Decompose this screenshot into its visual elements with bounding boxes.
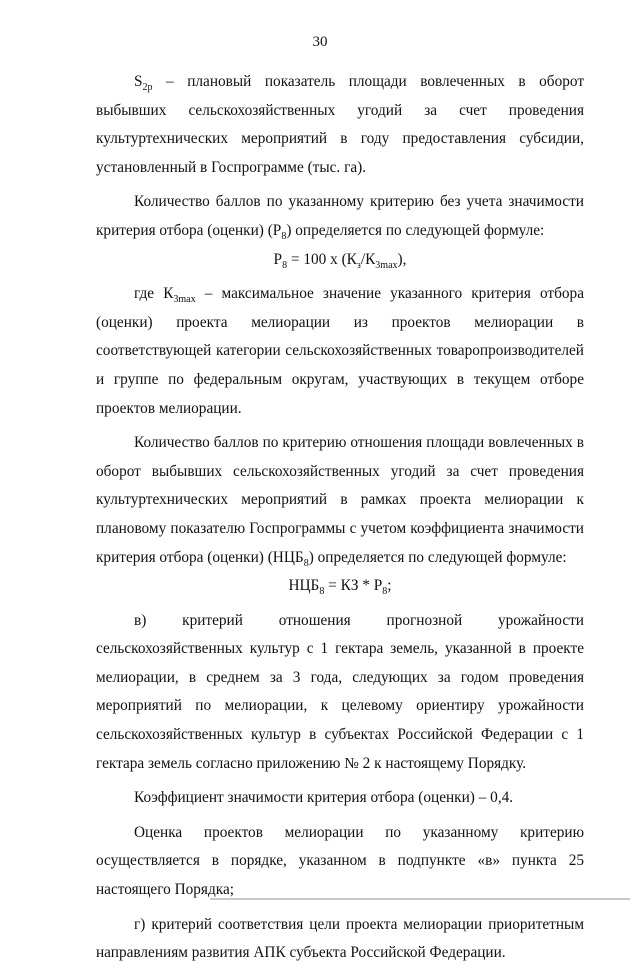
s-subscript: 2p: [142, 82, 153, 94]
formula-part: ;: [387, 577, 392, 595]
paragraph-s2p-definition: [96, 68, 584, 182]
formula-part: НЦБ: [288, 577, 320, 595]
formula-part: Р: [273, 250, 283, 268]
formula-p8: [96, 246, 584, 275]
paragraph-weight-coefficient: Коэффициент значимости критерия отбора (оценки) – 0,4.: [134, 789, 514, 807]
text-segment: ) определяется по следующей формуле:: [286, 221, 545, 239]
text-segment: – максимальное значение указанного критерия отбора (оценки) проекта мелиорации из проектов мелиорации в соответствующей категории сельскохозяйственных товаропроизводителей и группе по федеральным округам, участвующих в текущем отборе проектов мелиорации.: [96, 285, 584, 417]
formula-part: = 100 х (К: [287, 250, 357, 268]
paragraph-k3max-definition: [96, 280, 584, 423]
subscript: 8: [281, 231, 287, 243]
text-segment: Количество баллов по критерию отношения площади вовлеченных в оборот выбывших сельскохозяйственных угодий за счет проведения культуртехнических мероприятий в рамках проекта мелиорации к плановому показателю Госпрограммы с учетом коэффициента значимости критерия отбора (оценки) (НЦБ: [96, 434, 584, 566]
text-segment: где К: [134, 285, 174, 303]
paragraph-points-without-weight: [96, 188, 584, 245]
s-symbol: S: [134, 73, 143, 90]
subscript: 3max: [375, 259, 398, 271]
subscript: 8: [303, 557, 309, 569]
document-body: [96, 68, 584, 968]
bottom-scan-edge: [210, 898, 630, 900]
formula-part: /К: [360, 250, 376, 268]
paragraph-points-with-weight: [96, 429, 584, 572]
paragraph-evaluation: Оценка проектов мелиорации по указанному критерию осуществляется в порядке, указанном в подпункте «в» пункта 25 настоящего Порядка;: [96, 823, 584, 899]
s2p-definition-text: – плановый показатель площади вовлеченных в оборот выбывших сельскохозяйственных угодий за счет проведения культуртехнических мероприятий в году предоставления субсидии, установленный в Госпрограмме (тыс. га).: [96, 73, 584, 176]
formula-ncb8: [96, 572, 584, 601]
formula-part: = КЗ * Р: [324, 577, 383, 595]
paragraph-criterion-g: г) критерий соответствия цели проекта мелиорации приоритетным направлениям развития АПК субъекта Российской Федерации.: [96, 915, 584, 962]
subscript: 3max: [173, 294, 196, 306]
subscript: 8: [319, 586, 325, 598]
subscript: 8: [282, 259, 288, 271]
text-segment: Количество баллов по указанному критерию без учета значимости критерия отбора (оценки) (Р: [96, 193, 584, 239]
paragraph-criterion-v: в) критерий отношения прогнозной урожайности сельскохозяйственных культур с 1 гектара земель, указанной в проекте мелиорации, в среднем за 3 года, следующих за годом проведения мероприятий по мелиорации, к целевому ориентиру урожайности сельскохозяйственных культур в субъектах Российской Федерации с 1 гектара земель согласно приложению № 2 к настоящему Порядку.: [96, 611, 584, 772]
formula-part: ),: [397, 250, 407, 268]
subscript: з: [356, 259, 361, 271]
page-number: 30: [312, 34, 328, 50]
subscript: 8: [382, 586, 388, 598]
text-segment: ) определяется по следующей формуле:: [308, 548, 567, 566]
